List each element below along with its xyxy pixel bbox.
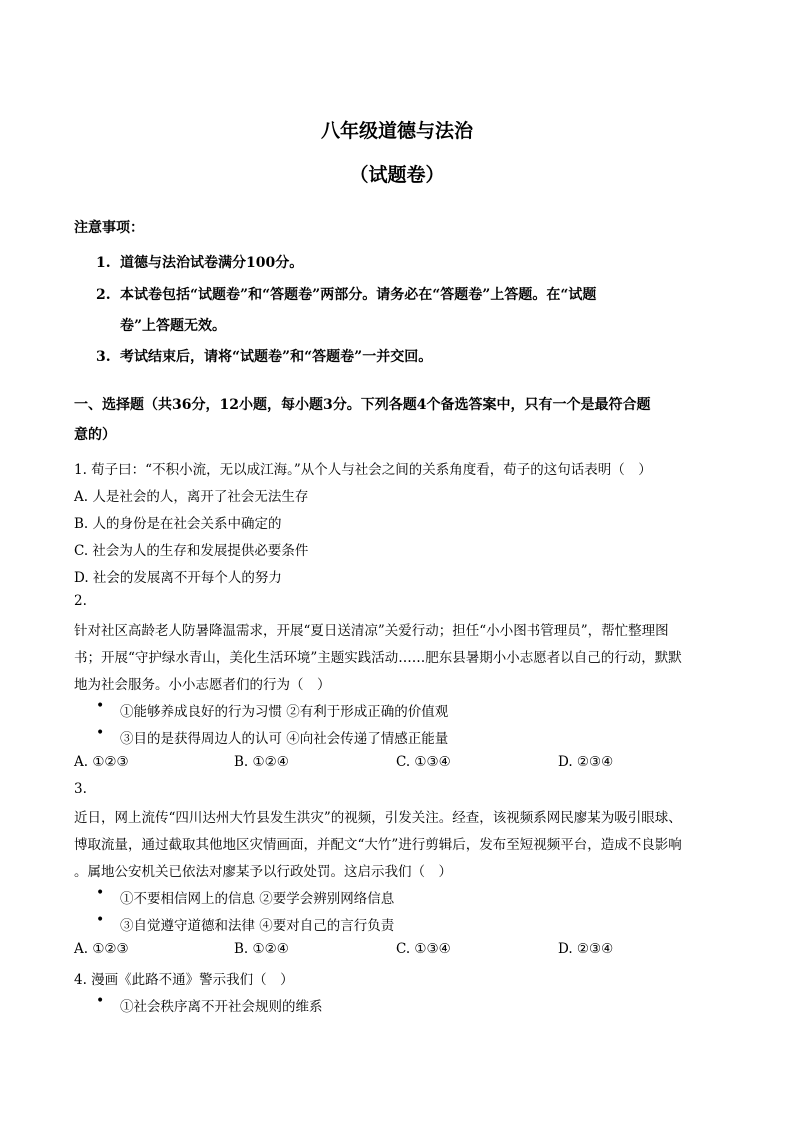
question-2-option-a: A. ①②③: [74, 754, 129, 770]
bullet-icon: •: [96, 885, 105, 901]
question-3-text-line1: 近日，网上流传“四川达州大竹县发生洪灾”的视频，引发关注。经查，该视频系网民廖某为吸引眼球、: [74, 810, 682, 826]
question-2-option-b: B. ①②④: [234, 754, 289, 770]
question-3-number: 3.: [74, 781, 87, 797]
question-1-stem: 1. 荀子曰：“不积小流，无以成江海。”从个人与社会之间的关系角度看，荀子的这句话表明（ ）: [74, 462, 652, 478]
question-2-option-c: C. ①③④: [396, 754, 451, 770]
notice-item-num: 1.: [96, 255, 111, 271]
bullet-icon: •: [96, 993, 105, 1009]
question-2-text-line3: 地为社会服务。小小志愿者们的行为（ ）: [74, 677, 331, 693]
notice-item-num: 3.: [96, 349, 111, 365]
question-3-statement-1: ①不要相信网上的信息 ②要学会辨别网络信息: [120, 891, 395, 907]
question-3-option-c: C. ①③④: [396, 941, 451, 957]
exam-title: 八年级道德与法治: [320, 120, 473, 142]
question-3-text-line2: 博取流量，通过截取其他地区灾情画面，并配文“大竹”进行剪辑后，发布至短视频平台，造成不良影响: [74, 837, 682, 853]
notice-item-1: [96, 252, 303, 272]
question-2-statement-2: ③目的是获得周边人的认可 ④向社会传递了情感正能量: [120, 731, 449, 747]
notice-heading: 注意事项：: [74, 220, 144, 236]
section-heading-line2: 意的）: [74, 427, 116, 443]
question-4-statement-1: ①社会秩序离不开社会规则的维系: [120, 999, 323, 1015]
notice-item-text: 考试结束后，请将“试题卷”和“答题卷”一并交回。: [120, 349, 433, 365]
question-1-option-b: B. 人的身份是在社会关系中确定的: [74, 516, 282, 532]
notice-item-2-continued: 卷”上答题无效。: [120, 318, 227, 334]
bullet-icon: •: [96, 912, 105, 928]
question-1-option-d: D. 社会的发展离不开每个人的努力: [74, 570, 282, 586]
section-heading-line1: 一、选择题（共36分，12小题，每小题3分。下列各题4个备选答案中，只有一个是最符合题: [74, 397, 651, 413]
question-3-statement-2: ③自觉遵守道德和法律 ④要对自己的言行负责: [120, 918, 395, 934]
question-2-text-line2: 书；开展“守护绿水青山，美化生活环境”主题实践活动……肥东县暑期小小志愿者以自己的行动，默默: [74, 650, 682, 666]
question-3-option-d: D. ②③④: [558, 941, 614, 957]
question-1-option-c: C. 社会为人的生存和发展提供必要条件: [74, 543, 309, 559]
notice-item-num: 2.: [96, 287, 111, 303]
exam-subtitle: （试题卷）: [349, 164, 445, 186]
bullet-icon: •: [96, 725, 105, 741]
question-4-stem: 4. 漫画《此路不通》警示我们（ ）: [74, 972, 294, 988]
question-3-option-b: B. ①②④: [234, 941, 289, 957]
question-2-text-line1: 针对社区高龄老人防暑降温需求，开展“夏日送清凉”关爱行动；担任“小小图书管理员”，帮忙整理图: [74, 623, 669, 639]
question-1-option-a: A. 人是社会的人，离开了社会无法生存: [74, 489, 309, 505]
question-2-statement-1: ①能够养成良好的行为习惯 ②有利于形成正确的价值观: [120, 704, 449, 720]
question-3-text-line3: 。属地公安机关已依法对廖某予以行政处罚。这启示我们（ ）: [74, 864, 452, 880]
question-3-option-a: A. ①②③: [74, 941, 129, 957]
notice-item-text: 道德与法治试卷满分100分。: [120, 255, 304, 271]
question-2-option-d: D. ②③④: [558, 754, 614, 770]
question-2-number: 2.: [74, 593, 87, 609]
notice-item-text: 本试卷包括“试题卷”和“答题卷”两部分。请务必在“答题卷”上答题。在“试题: [120, 287, 597, 303]
notice-item-2: [96, 284, 596, 304]
notice-item-3: [96, 346, 432, 366]
bullet-icon: •: [96, 698, 105, 714]
